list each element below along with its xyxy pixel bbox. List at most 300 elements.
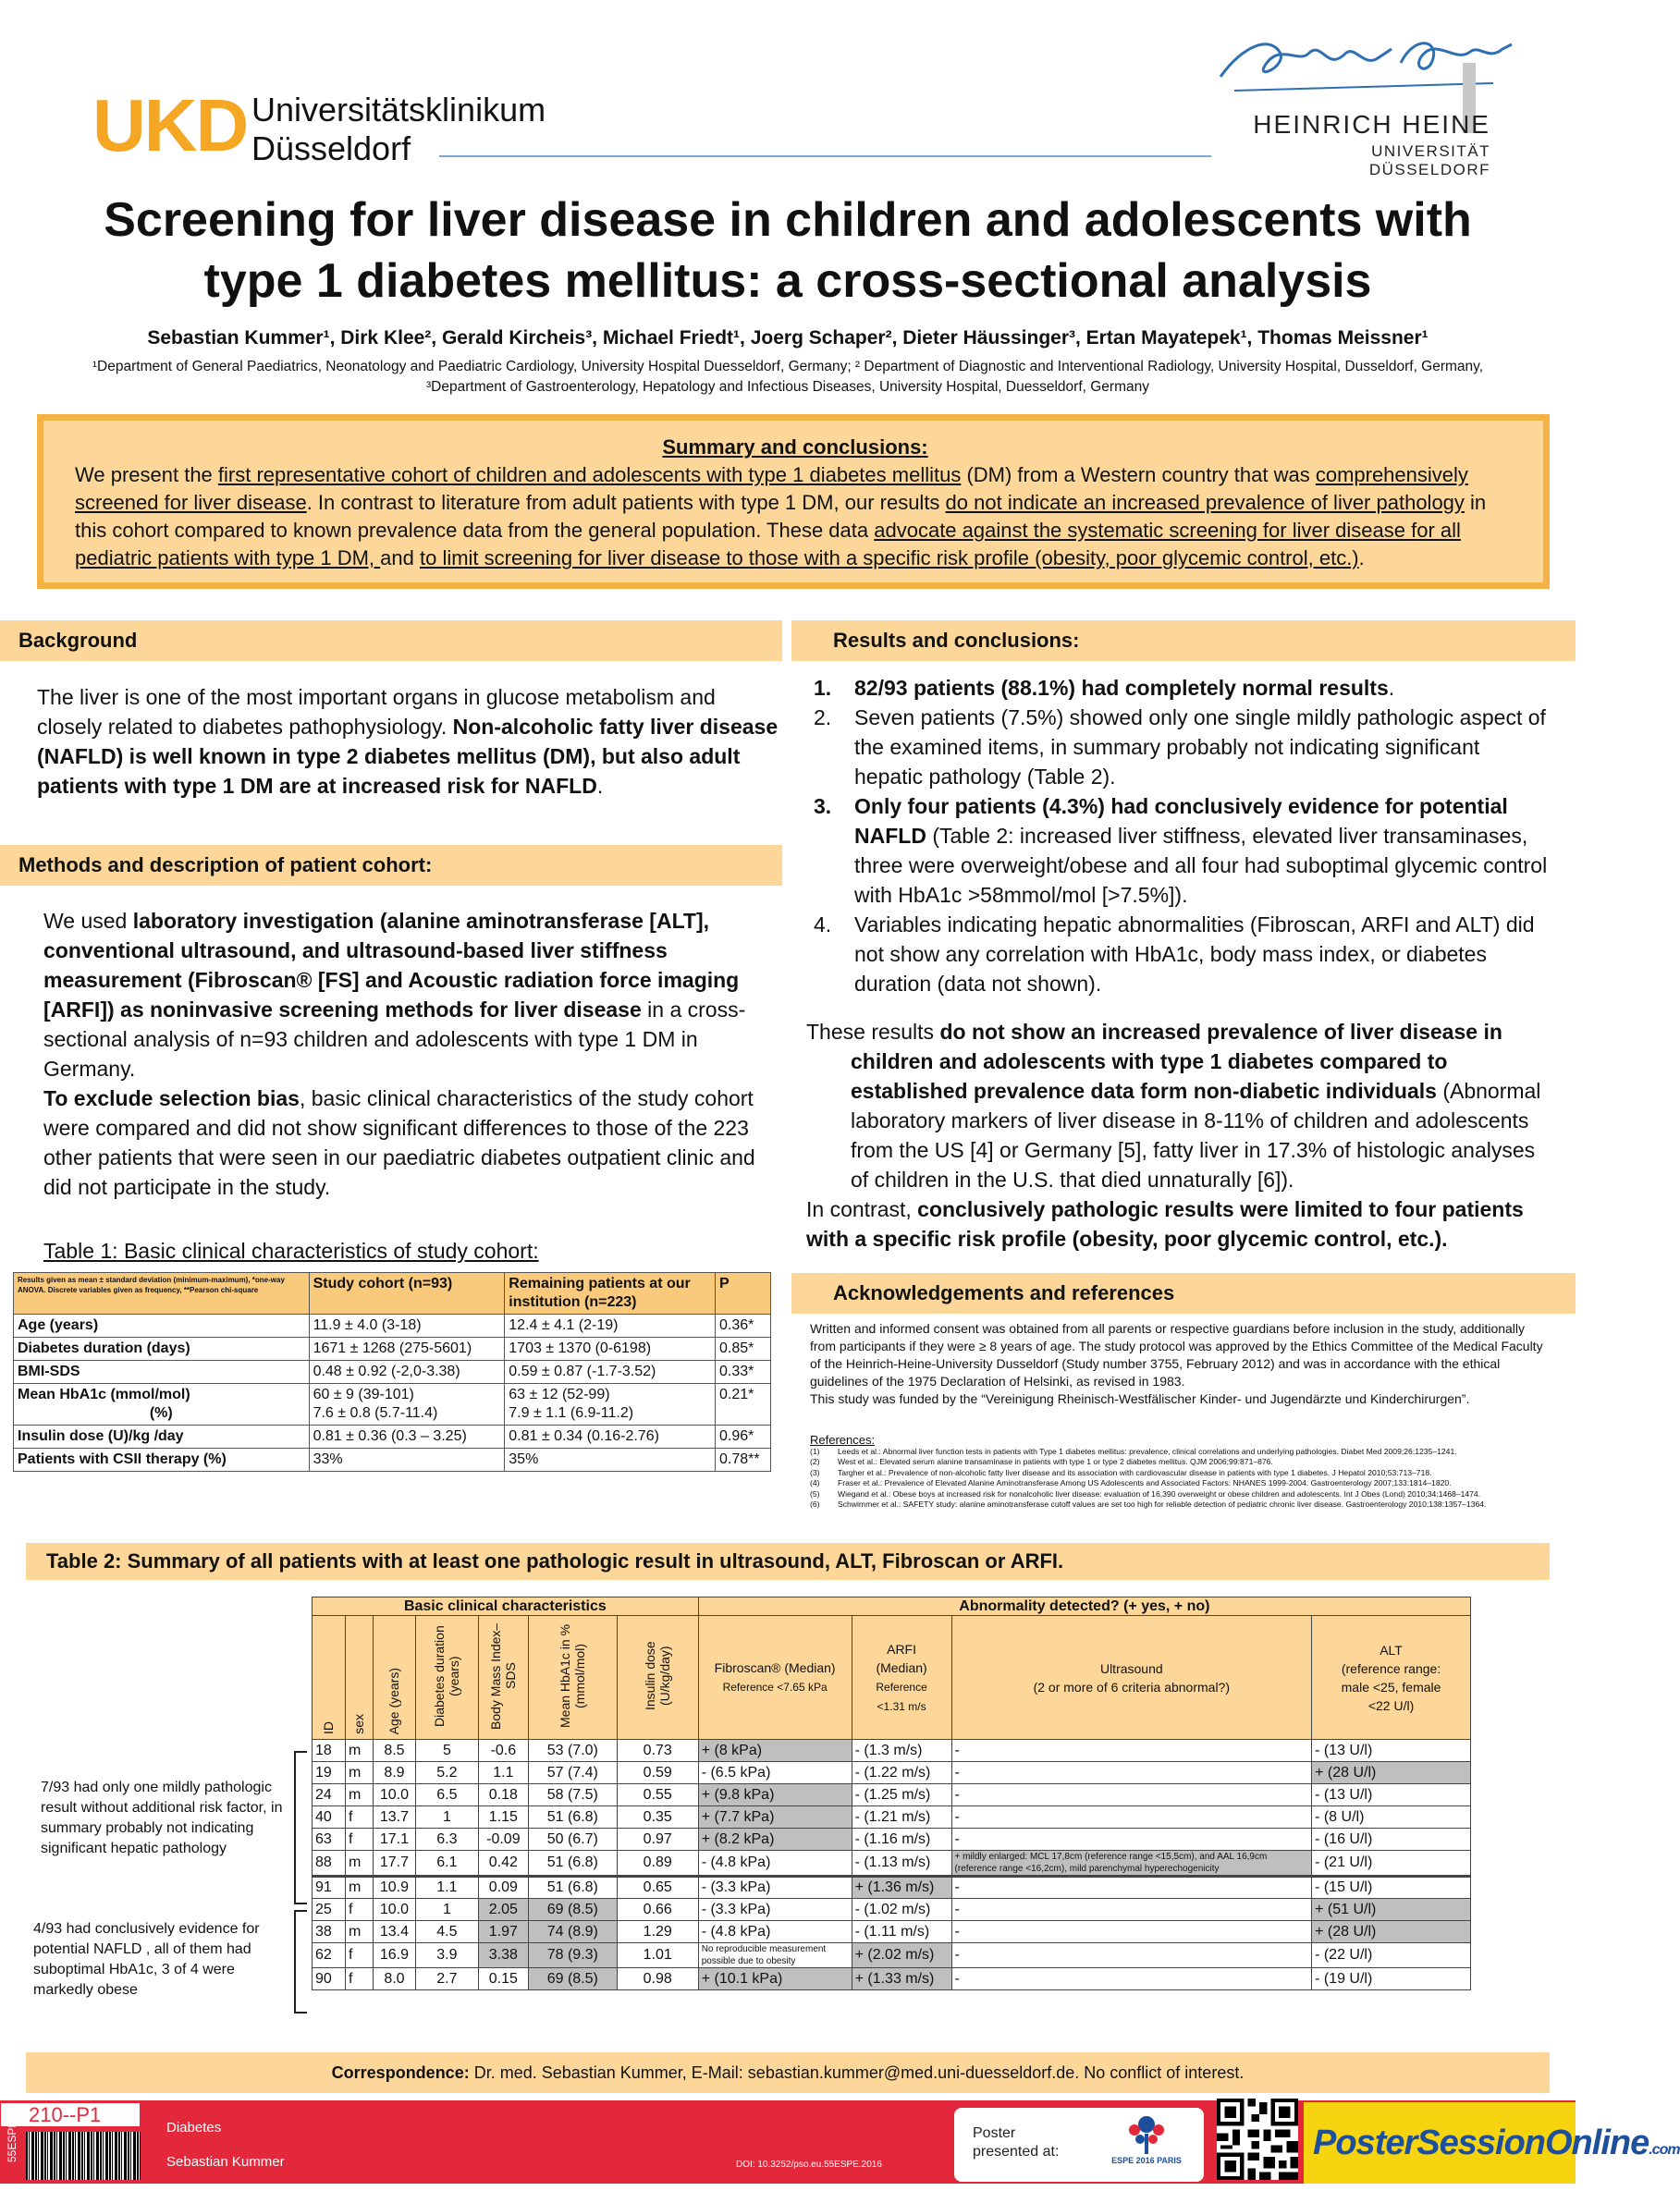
table2-cell-us: - <box>951 1806 1312 1829</box>
list-text: Seven patients (7.5%) showed only one single mildly pathologic aspect of the examined items, in summary probably not indicating significant hepatic pathology (Table 2). <box>854 705 1546 789</box>
table2-cell-sex: m <box>345 1740 373 1762</box>
table2-col-header <box>478 1616 528 1740</box>
postersessiononline-logo <box>1304 2102 1680 2184</box>
table-row <box>14 1449 771 1472</box>
list-text: (Table 2: increased liver stiffness, elevated liver transaminases, three were overweight/obese and all four had suboptimal glycemic control with HbA1c >58mmol/mol [>7.5%]). <box>854 824 1548 907</box>
table1-cell: 0.48 ± 0.92 (-2,0-3.38) <box>309 1361 505 1384</box>
table2-col-header <box>415 1616 478 1740</box>
summary-text <box>75 461 1515 572</box>
table2-cell-id: 25 <box>313 1899 346 1921</box>
table2-cell-bmi: 0.15 <box>478 1968 528 1990</box>
table2-cell-hba: 74 (8.9) <box>528 1921 617 1943</box>
table2-cell-ins: 0.98 <box>617 1968 698 1990</box>
table2-col-header-text: (2 or more of 6 criteria abnormal?) <box>1033 1679 1231 1695</box>
table-row <box>313 1762 1471 1784</box>
table2-cell-fib: + (10.1 kPa) <box>698 1968 852 1990</box>
table2-col-header-text: male <25, female <box>1341 1679 1441 1695</box>
table2-cell-ins: 1.01 <box>617 1943 698 1968</box>
table2-cell-ins: 0.66 <box>617 1899 698 1921</box>
list-item <box>814 791 1553 910</box>
ref-key: (2) <box>810 1457 820 1466</box>
list-item <box>814 703 1553 791</box>
poster-code: 210--P1 <box>0 2102 141 2127</box>
table2-cell-sex: f <box>345 1943 373 1968</box>
ref-text: West et al.: Elevated serum alanine transaminase in patients with type 1 or type 2 diabetes mellitus. QJM 2006;99:871–876. <box>838 1457 1273 1466</box>
table1-row-label: Diabetes duration (days) <box>14 1338 310 1361</box>
poster-doi: DOI: 10.3252/pso.eu.55ESPE.2016 <box>736 2160 882 2170</box>
table2-col-header-text: Body Mass Index–SDS <box>488 1622 519 1730</box>
table2-cell-age: 17.1 <box>373 1829 415 1851</box>
table1-cell-line: 63 ± 12 (52-99) <box>509 1387 610 1402</box>
summary-underlined: comprehensively screened for liver disease <box>75 463 1468 514</box>
table2-col-header-text: (Median) <box>876 1659 927 1675</box>
references <box>810 1435 1550 1511</box>
table2-cell-age: 10.0 <box>373 1899 415 1921</box>
table2-cell-age: 8.9 <box>373 1762 415 1784</box>
list-number: 2. <box>814 705 832 729</box>
table2-cell-id: 38 <box>313 1921 346 1943</box>
table2-cell-us: - <box>951 1784 1312 1806</box>
table2-cell-age: 10.9 <box>373 1877 415 1899</box>
table2-cell-us: - <box>951 1740 1312 1762</box>
table-row <box>313 1806 1471 1829</box>
table1-cell <box>505 1384 716 1426</box>
table2-cell-bmi: 2.05 <box>478 1899 528 1921</box>
congress-code: 55ESPE <box>6 2120 18 2162</box>
summary-text-part: We present the <box>75 463 218 486</box>
methods-text-part: , basic clinical characteristics of the study cohort were compared and did not show significant differences to those of the 223 other patients that were seen in our paediatric diabetes outpatient clinic and did not participate in the study. <box>43 1086 755 1199</box>
table2-cell-us: - <box>951 1877 1312 1899</box>
table2-cell-hba: 53 (7.0) <box>528 1740 617 1762</box>
ukd-name-line1: Universitätsklinikum <box>251 91 546 129</box>
table2-cell-hba: 57 (7.4) <box>528 1762 617 1784</box>
methods-bold: laboratory investigation (alanine aminotransferase [ALT], conventional ultrasound, and ultrasound-based liver stiffness measurement (Fibroscan® [FS] and Acoustic radiation force imaging [ARFI]) as noninvasive screening methods for liver disease <box>43 909 740 1022</box>
table2-col-header-sub: Reference <7.65 kPa <box>722 1681 828 1694</box>
table1-row-label-line: (%) <box>149 1405 173 1421</box>
hhu-name: HEINRICH HEINE <box>1253 110 1490 139</box>
table1-col-header: Remaining patients at our institution (n=223) <box>505 1273 716 1315</box>
results-text: In contrast, <box>806 1197 918 1221</box>
table2-cell-arfi: - (1.25 m/s) <box>852 1784 951 1806</box>
table2-col-header-text: Diabetes duration (years) <box>432 1625 462 1727</box>
table1-cell-line: 7.6 ± 0.8 (5.7-11.4) <box>313 1405 438 1421</box>
group-bracket <box>294 1910 307 2014</box>
table2-cell-dd: 6.5 <box>415 1784 478 1806</box>
table2-cell-fib: - (4.8 kPa) <box>698 1851 852 1877</box>
table-row <box>14 1315 771 1338</box>
table2-cell-arfi: - (1.21 m/s) <box>852 1806 951 1829</box>
table2-cell-ins: 0.89 <box>617 1851 698 1877</box>
results-bold: conclusively pathologic results were limited to four patients with a specific risk profile (obesity, poor glycemic control, etc.). <box>806 1197 1524 1251</box>
table2-cell-ins: 0.73 <box>617 1740 698 1762</box>
table2-cell-ins: 1.29 <box>617 1921 698 1943</box>
results-list <box>814 673 1553 998</box>
table2-header-row <box>313 1616 1471 1740</box>
list-bold: Only four patients (4.3%) had conclusively evidence for potential NAFLD <box>854 794 1508 848</box>
background-text-part: . <box>596 774 604 798</box>
table1-col-header: Study cohort (n=93) <box>309 1273 505 1315</box>
authors: Sebastian Kummer¹, Dirk Klee², Gerald Kircheis³, Michael Friedt¹, Joerg Schaper², Dieter Häussinger³, Ertan Mayatepek¹, Thomas Meissner¹ <box>147 327 1429 349</box>
reference-item <box>810 1489 1550 1500</box>
methods-text <box>43 906 786 1202</box>
table1-cell: 33% <box>309 1449 505 1472</box>
table2-cell-alt: - (21 U/l) <box>1312 1851 1471 1877</box>
table2-col-header-text: Age (years) <box>386 1667 402 1734</box>
presented-label: Poster presented at: <box>973 2125 1060 2160</box>
table2-col-header-text: ID <box>321 1721 337 1734</box>
table2-cell-dd: 1 <box>415 1899 478 1921</box>
table2-cell-fib: + (9.8 kPa) <box>698 1784 852 1806</box>
results-text: These results <box>806 1020 940 1044</box>
table2-group-row <box>313 1597 1471 1616</box>
affiliations-line2: ³Department of Gastroenterology, Hepatology and Infectious Diseases, University Hospital, Duesseldorf, Germany <box>426 379 1149 395</box>
table2-cell-dd: 5 <box>415 1740 478 1762</box>
table2-col-header <box>345 1616 373 1740</box>
table2-cell-bmi: -0.6 <box>478 1740 528 1762</box>
table2-cell-age: 17.7 <box>373 1851 415 1877</box>
table2-col-header <box>313 1616 346 1740</box>
table2-cell-bmi: 0.42 <box>478 1851 528 1877</box>
pso-logo-text: PosterSessionOnline <box>1313 2124 1649 2162</box>
table2-cell-id: 40 <box>313 1806 346 1829</box>
background-text-part: The liver is one of the most important organs in glucose metabolism and closely related to diabetes pathophysiology. <box>37 685 716 739</box>
table2-col-header-text: Insulin dose (U/kg/day) <box>643 1641 673 1711</box>
table1-row-label: Insulin dose (U)/kg /day <box>14 1426 310 1449</box>
table1-row-label-line: Mean HbA1c (mmol/mol) <box>18 1387 190 1402</box>
table2-cell-dd: 1 <box>415 1806 478 1829</box>
table1-cell: 0.81 ± 0.36 (0.3 – 3.25) <box>309 1426 505 1449</box>
results-heading: Results and conclusions: <box>791 620 1576 661</box>
table2-cell-id: 91 <box>313 1877 346 1899</box>
table2-cell-arfi: - (1.02 m/s) <box>852 1899 951 1921</box>
table-row <box>313 1829 1471 1851</box>
table2-cell-id: 88 <box>313 1851 346 1877</box>
list-text: Variables indicating hepatic abnormalities (Fibroscan, ARFI and ALT) did not show any correlation with HbA1c, body mass index, or diabetes duration (data not shown). <box>854 912 1535 996</box>
table-row <box>313 1921 1471 1943</box>
table2-cell-fib: + (7.7 kPa) <box>698 1806 852 1829</box>
reference-item <box>810 1447 1550 1458</box>
table1-row-label: BMI-SDS <box>14 1361 310 1384</box>
ref-key: (5) <box>810 1488 820 1499</box>
table2-cell-arfi: - (1.3 m/s) <box>852 1740 951 1762</box>
table1-caption: Table 1: Basic clinical characteristics of study cohort: <box>43 1239 539 1263</box>
table2-cell-arfi: - (1.13 m/s) <box>852 1851 951 1877</box>
results-conclusion <box>806 1017 1555 1254</box>
references-title: References: <box>810 1433 876 1447</box>
header-rule <box>439 155 1211 157</box>
table2-col-header-text: sex <box>351 1714 367 1734</box>
table2-cell-sex: f <box>345 1829 373 1851</box>
table2-cell-sex: m <box>345 1921 373 1943</box>
methods-bold: To exclude selection bias <box>43 1086 300 1110</box>
table2-cell-id: 90 <box>313 1968 346 1990</box>
table2-cell-alt: - (8 U/l) <box>1312 1806 1471 1829</box>
ref-text: Schwimmer et al.: SAFETY study: alanine aminotransferase cutoff values are set too high for reliable detection of pediatric chronic liver disease. Gastroenterology 2010;138:1357–1364. <box>838 1499 1487 1509</box>
table2 <box>312 1597 1471 1990</box>
espe-logo-text: ESPE 2016 PARIS <box>1111 2156 1182 2165</box>
table2-col-header <box>373 1616 415 1740</box>
table2-cell-ins: 0.59 <box>617 1762 698 1784</box>
reference-item <box>810 1468 1550 1479</box>
table2-cell-age: 13.4 <box>373 1921 415 1943</box>
ref-key: (4) <box>810 1478 820 1487</box>
table-row <box>14 1361 771 1384</box>
table2-col-header-sub: <1.31 m/s <box>877 1699 926 1713</box>
table2-cell-alt: + (28 U/l) <box>1312 1762 1471 1784</box>
methods-text-part: in a cross-sectional analysis of n=93 children and adolescents with type 1 DM in Germany. <box>43 998 746 1081</box>
table1-cell: 0.96* <box>716 1426 771 1449</box>
table2-col-header <box>698 1616 852 1740</box>
table-row <box>313 1968 1471 1990</box>
poster-title <box>74 190 1502 312</box>
poster-author: Sebastian Kummer <box>166 2154 285 2170</box>
correspondence <box>26 2052 1550 2093</box>
table2-cell-us: - <box>951 1943 1312 1968</box>
table2-body <box>313 1740 1471 1990</box>
ref-key: (6) <box>810 1499 820 1509</box>
affiliations-line1: ¹Department of General Paediatrics, Neonatology and Paediatric Cardiology, University Hospital Duesseldorf, Germany; ² Department of Diagnostic and Interventional Radiology, University Hospital, Dusseldorf, Germany, <box>92 359 1484 374</box>
table2-cell-dd: 6.1 <box>415 1851 478 1877</box>
table2-cell-dd: 5.2 <box>415 1762 478 1784</box>
summary-text-part: . <box>1358 546 1365 569</box>
table2-cell-arfi: + (1.33 m/s) <box>852 1968 951 1990</box>
ack-paragraph: Written and informed consent was obtained from all parents or respective guardians before inclusion in the study, additionally from participants if they were ≥ 8 years of age. The study protocol was approved by the Ethics Committee of the Medical Faculty of the Heinrich-Heine-University Dusseldorf (Study number 3755, February 2012) and was in accordance with the ethical guidelines of the 1975 Declaration of Helsinki, as revised in 1983. <box>810 1321 1543 1389</box>
ack-heading: Acknowledgements and references <box>791 1273 1576 1314</box>
table2-cell-age: 8.0 <box>373 1968 415 1990</box>
table2-cell-ins: 0.35 <box>617 1806 698 1829</box>
reference-item <box>810 1478 1550 1489</box>
table2-cell-us: - <box>951 1899 1312 1921</box>
table2-cell-ins: 0.65 <box>617 1877 698 1899</box>
summary-underlined: first representative cohort of children and adolescents with type 1 diabetes mellitus <box>217 463 962 486</box>
title-line1: Screening for liver disease in children and adolescents with <box>104 193 1472 247</box>
ref-text: Leeds et al.: Abnormal liver function tests in patients with Type 1 diabetes mellitus: prevalence, clinical correlations and underlying pathologies. Diabet Med 2009;26:1235–1241. <box>838 1446 1457 1456</box>
table2-heading: Table 2: Summary of all patients with at least one pathologic result in ultrasound, ALT, Fibroscan or ARFI. <box>26 1543 1550 1580</box>
summary-title: Summary and conclusions: <box>662 435 928 459</box>
ref-key: (1) <box>810 1446 820 1456</box>
summary-text-part: (DM) from a Western country that was <box>961 463 1316 486</box>
table2-cell-sex: f <box>345 1899 373 1921</box>
table2-col-header-sub: Reference <box>876 1680 927 1694</box>
table2-cell-fib: + (8.2 kPa) <box>698 1829 852 1851</box>
table2-cell-bmi: 1.1 <box>478 1762 528 1784</box>
table2-cell-bmi: 1.15 <box>478 1806 528 1829</box>
table2-cell-dd: 1.1 <box>415 1877 478 1899</box>
table1-cell: 35% <box>505 1449 716 1472</box>
table2-col-header-text: Ultrasound <box>1099 1660 1163 1676</box>
correspondence-text: Dr. med. Sebastian Kummer, E-Mail: sebastian.kummer@med.uni-duesseldorf.de. No conflict of interest. <box>469 2063 1245 2082</box>
table2-group-header: Abnormality detected? (+ yes, + no) <box>698 1597 1470 1616</box>
table2-cell-us: - <box>951 1921 1312 1943</box>
qr-code-icon <box>1217 2099 1298 2180</box>
table-row <box>313 1877 1471 1899</box>
table1-cell-line: 7.9 ± 1.1 (6.9-11.2) <box>509 1405 634 1421</box>
table1-cell: 0.21* <box>716 1384 771 1426</box>
table2-cell-hba: 69 (8.5) <box>528 1968 617 1990</box>
list-item <box>814 673 1553 703</box>
table2-cell-alt: - (13 U/l) <box>1312 1740 1471 1762</box>
table2-group-header: Basic clinical characteristics <box>313 1597 699 1616</box>
ack-text <box>810 1320 1550 1408</box>
table2-cell-us: - <box>951 1968 1312 1990</box>
table2-cell-arfi: + (2.02 m/s) <box>852 1943 951 1968</box>
summary-underlined: to limit screening for liver disease to those with a specific risk profile (obesity, poor glycemic control, etc.) <box>419 546 1359 569</box>
table2-cell-alt: - (19 U/l) <box>1312 1968 1471 1990</box>
table2-cell-hba: 58 (7.5) <box>528 1784 617 1806</box>
affiliations <box>37 357 1539 398</box>
table2-col-header-text: <22 U/l) <box>1367 1697 1415 1713</box>
table2-cell-fib: - (4.8 kPa) <box>698 1921 852 1943</box>
table2-col-header-text: ALT <box>1380 1642 1403 1658</box>
table2-cell-alt: + (51 U/l) <box>1312 1899 1471 1921</box>
list-number: 3. <box>814 794 832 818</box>
list-number: 4. <box>814 912 832 936</box>
table2-cell-fib: - (3.3 kPa) <box>698 1899 852 1921</box>
table1-cell: 0.85* <box>716 1338 771 1361</box>
table2-cell-id: 24 <box>313 1784 346 1806</box>
background-heading: Background <box>0 620 782 661</box>
table1-cell: 0.36* <box>716 1315 771 1338</box>
table2-cell-id: 63 <box>313 1829 346 1851</box>
table2-cell-us: - <box>951 1829 1312 1851</box>
table2-cell-arfi: + (1.36 m/s) <box>852 1877 951 1899</box>
table1-row-label: Age (years) <box>14 1315 310 1338</box>
table2-cell-hba: 78 (9.3) <box>528 1943 617 1968</box>
table2-cell-alt: - (15 U/l) <box>1312 1877 1471 1899</box>
table2-col-header-text: Fibroscan® (Median) <box>714 1660 836 1675</box>
table2-cell-us: - <box>951 1762 1312 1784</box>
table2-cell-dd: 6.3 <box>415 1829 478 1851</box>
table1-col-header: P <box>716 1273 771 1315</box>
table2-cell-sex: m <box>345 1762 373 1784</box>
table2-cell-alt: + (28 U/l) <box>1312 1921 1471 1943</box>
table2-cell-hba: 50 (6.7) <box>528 1829 617 1851</box>
table2-cell-id: 62 <box>313 1943 346 1968</box>
table2-cell-dd: 4.5 <box>415 1921 478 1943</box>
table1-note: Results given as mean ± standard deviation (minimum-maximum), *one-way ANOVA. Discrete variables given as frequency, **Pearson chi-square <box>14 1273 310 1315</box>
ref-text: Targher et al.: Prevalence of non-alcoholic fatty liver disease and its association with cardiovascular disease in patients with type 1 diabetes. J Hepatol 2010;53:713–718. <box>838 1467 1432 1477</box>
table1-header-row <box>14 1273 771 1315</box>
table2-cell-bmi: 0.09 <box>478 1877 528 1899</box>
summary-text-part: . In contrast to literature from adult patients with type 1 DM, our results <box>306 491 946 514</box>
table2-cell-hba: 51 (6.8) <box>528 1806 617 1829</box>
background-bold: Non-alcoholic fatty liver disease (NAFLD) is well known in type 2 diabetes mellitus (DM), but also adult patients with type 1 DM are at increased risk for NAFLD <box>37 715 779 798</box>
table-row <box>14 1384 771 1426</box>
table2-cell-sex: m <box>345 1877 373 1899</box>
table1-cell: 12.4 ± 4.1 (2-19) <box>505 1315 716 1338</box>
table2-cell-us: + mildly enlarged: MCL 17,8cm (reference range <15,5cm), and AAL 16,9cm (reference range <16,2cm), mild parenchymal hyperechogenicity <box>951 1851 1312 1877</box>
table1-row-label <box>14 1384 310 1426</box>
table2-col-header-text: Mean HbA1c in % (mmol/mol) <box>558 1623 588 1729</box>
table2-cell-dd: 3.9 <box>415 1943 478 1968</box>
table2-cell-id: 18 <box>313 1740 346 1762</box>
table2-cell-fib: - (6.5 kPa) <box>698 1762 852 1784</box>
table2-col-header <box>1312 1616 1471 1740</box>
table2-cell-arfi: - (1.16 m/s) <box>852 1829 951 1851</box>
summary-text-part: and <box>380 546 420 569</box>
correspondence-label: Correspondence: <box>331 2063 470 2082</box>
table2-cell-ins: 0.55 <box>617 1784 698 1806</box>
ukd-logo: UKD <box>92 84 248 166</box>
table2-cell-ins: 0.97 <box>617 1829 698 1851</box>
hhu-subtitle: UNIVERSITÄT DÜSSELDORF <box>1368 142 1490 178</box>
methods-heading: Methods and description of patient cohort: <box>0 845 782 886</box>
table2-cell-fib: No reproducible measurement possible due to obesity <box>698 1943 852 1968</box>
table1-cell-line: 60 ± 9 (39-101) <box>313 1387 414 1402</box>
table-row <box>14 1426 771 1449</box>
table2-cell-dd: 2.7 <box>415 1968 478 1990</box>
results-bold: do not show an increased prevalence of liver disease in children and adolescents with type 1 diabetes compared to established prevalence data form non-diabetic individuals <box>851 1020 1502 1103</box>
table-row <box>313 1899 1471 1921</box>
table2-cell-alt: - (22 U/l) <box>1312 1943 1471 1968</box>
table2-cell-sex: m <box>345 1784 373 1806</box>
table2-cell-hba: 51 (6.8) <box>528 1877 617 1899</box>
list-number: 1. <box>814 676 832 700</box>
summary-text-part: in this cohort compared to known prevalence data from the general population. These data <box>75 491 1487 542</box>
list-bold: 82/93 patients (88.1%) had completely normal results <box>854 676 1389 700</box>
pso-logo-suffix: .com <box>1649 2142 1680 2158</box>
table2-col-header-text: (reference range: <box>1341 1660 1441 1676</box>
background-text <box>37 682 786 801</box>
table2-cell-hba: 69 (8.5) <box>528 1899 617 1921</box>
summary-box <box>37 414 1550 589</box>
summary-underlined: do not indicate an increased prevalence of liver pathology <box>945 491 1465 514</box>
list-text: . <box>1388 676 1395 700</box>
ack-paragraph: This study was funded by the “Vereinigung Rheinisch-Westfälischer Kinder- und Jugendärzte und Kinderchirurgen”. <box>810 1391 1470 1406</box>
ref-text: Wiegand et al.: Obese boys at increased risk for nonalcoholic liver disease: evaluation of 16,390 overweight or obese children and adolescents. Int J Obes (Lond) 2010;34:1468–1474. <box>838 1488 1481 1499</box>
table2-cell-arfi: - (1.22 m/s) <box>852 1762 951 1784</box>
espe-logo <box>1111 2111 1182 2178</box>
table2-cell-alt: - (13 U/l) <box>1312 1784 1471 1806</box>
table1-cell: 0.33* <box>716 1361 771 1384</box>
table2-cell-fib: + (8 kPa) <box>698 1740 852 1762</box>
table2-cell-age: 16.9 <box>373 1943 415 1968</box>
table2-group-note: 4/93 had conclusively evidence for potential NAFLD , all of them had suboptimal HbA1c, 3 of 4 were markedly obese <box>33 1921 260 1998</box>
table-row <box>313 1943 1471 1968</box>
table1-cell: 0.59 ± 0.87 (-1.7-3.52) <box>505 1361 716 1384</box>
table1-cell: 0.81 ± 0.34 (0.16-2.76) <box>505 1426 716 1449</box>
table1-cell: 11.9 ± 4.0 (3-18) <box>309 1315 505 1338</box>
methods-text-part: We used <box>43 909 133 933</box>
table2-col-header <box>852 1616 951 1740</box>
table1-row-label: Patients with CSII therapy (%) <box>14 1449 310 1472</box>
reference-item <box>810 1499 1550 1511</box>
ukd-name-line2: Düsseldorf <box>251 129 411 167</box>
list-item <box>814 910 1553 998</box>
table2-cell-bmi: -0.09 <box>478 1829 528 1851</box>
table2-cell-bmi: 1.97 <box>478 1921 528 1943</box>
table2-group-note: 7/93 had only one mildly pathologic result without additional risk factor, in summary probably not indicating significant hepatic pathology <box>41 1780 283 1856</box>
table2-cell-bmi: 3.38 <box>478 1943 528 1968</box>
table2-cell-fib: - (3.3 kPa) <box>698 1877 852 1899</box>
table-row <box>313 1740 1471 1762</box>
table2-cell-sex: f <box>345 1968 373 1990</box>
table1-cell: 1671 ± 1268 (275-5601) <box>309 1338 505 1361</box>
table2-col-header <box>528 1616 617 1740</box>
table2-cell-age: 13.7 <box>373 1806 415 1829</box>
table2-col-header-text: ARFI <box>887 1641 916 1657</box>
table2-cell-sex: m <box>345 1851 373 1877</box>
table-row <box>14 1338 771 1361</box>
title-line2: type 1 diabetes mellitus: a cross-sectional analysis <box>203 254 1372 308</box>
table1 <box>13 1272 771 1472</box>
table2-col-header <box>617 1616 698 1740</box>
table2-cell-age: 8.5 <box>373 1740 415 1762</box>
ref-key: (3) <box>810 1467 820 1477</box>
table1-cell <box>309 1384 505 1426</box>
table2-cell-age: 10.0 <box>373 1784 415 1806</box>
reference-item <box>810 1457 1550 1468</box>
